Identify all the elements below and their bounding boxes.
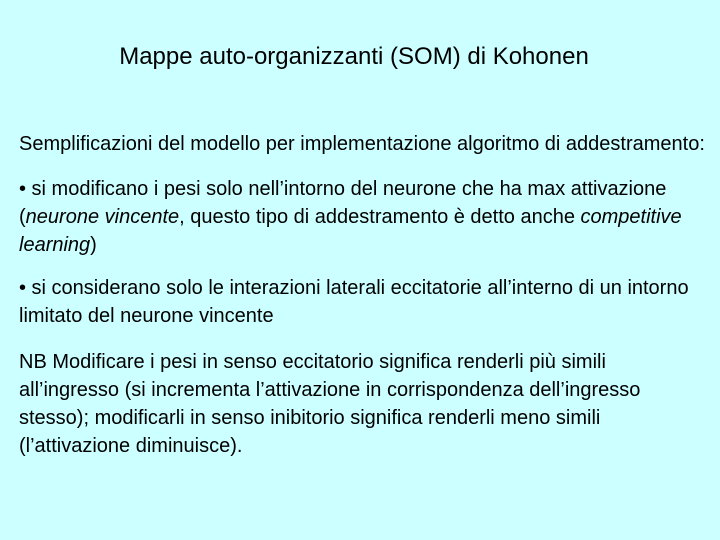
bullet1-italic-neurone-vincente: neurone vincente [25,206,180,228]
bullet-lateral-interactions: • si considerano solo le interazioni laterali eccitatorie all’interno di un intorno limitato del neurone vincente [19,277,689,327]
slide-body [19,130,709,460]
intro-paragraph: Semplificazioni del modello per implementazione algoritmo di addestramento: [19,133,705,155]
bullet1-text-suffix: ) [90,234,97,256]
bullet1-italic-competitive-learning: competitive learning [19,206,682,256]
note-paragraph: NB Modificare i pesi in senso eccitatorio significa renderli più simili all’ingresso (si incrementa l’attivazione in corrispondenza dell’ingresso stesso); modificarli in senso inibitorio significa renderli meno simili (l’attivazione diminuisce). [19,351,641,457]
bullet1-text-prefix: • si modificano i pesi solo nell’intorno del neurone che ha max attivazione ( [19,178,667,228]
bullet1-text-middle: , questo tipo di addestramento è detto anche [179,206,581,228]
slide-title: Mappe auto-organizzanti (SOM) di Kohonen [119,43,589,70]
bullet-winner-neuron [19,175,709,259]
